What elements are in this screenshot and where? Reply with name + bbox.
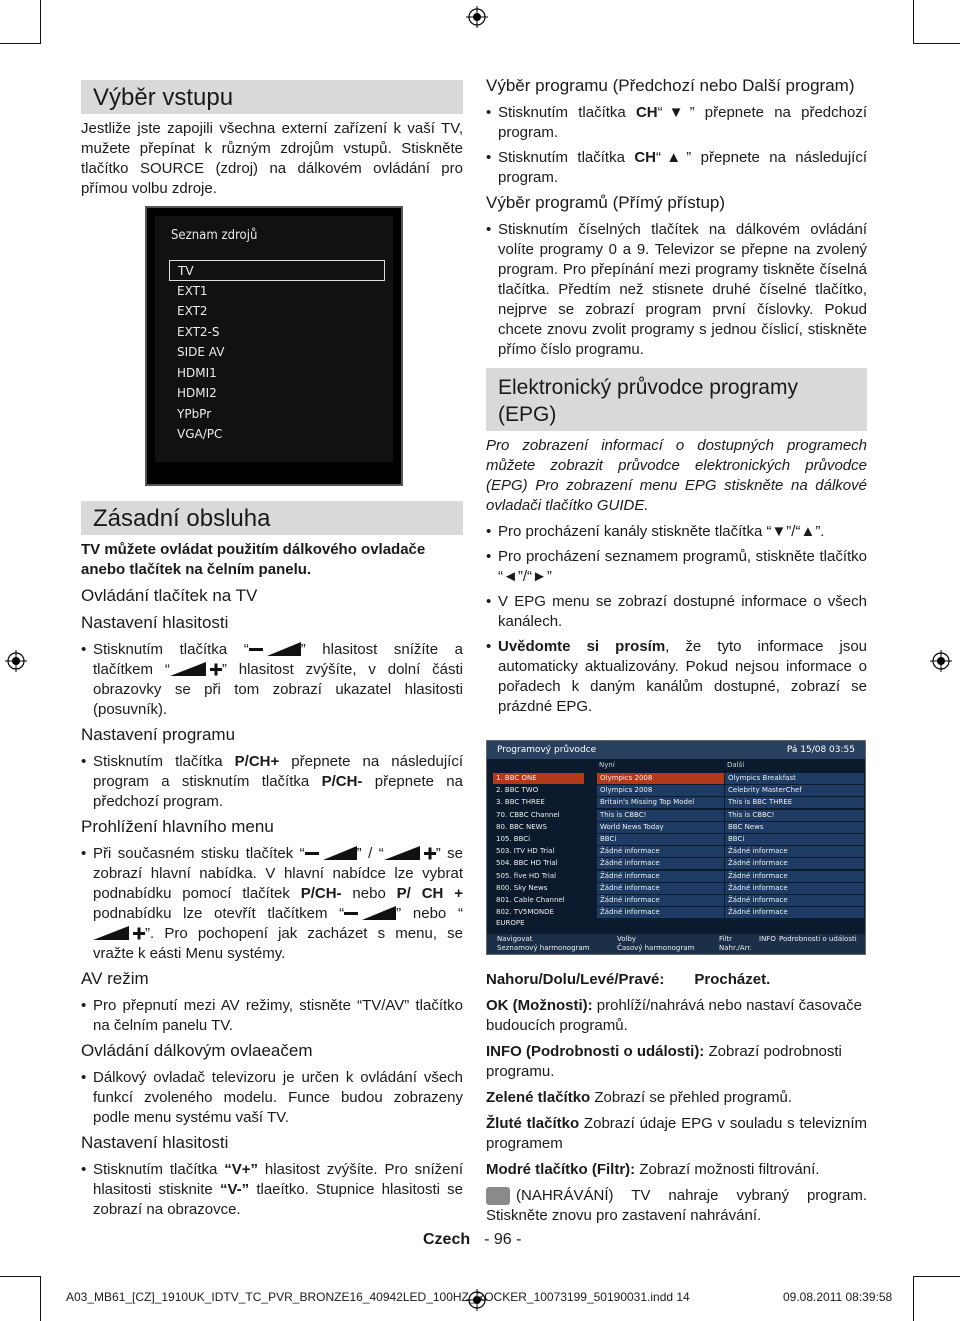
epg-next-program[interactable]: Žádné informace — [725, 846, 864, 857]
epg-channel: 70. CBBC Channel — [496, 810, 560, 819]
volume-up-icon — [170, 662, 222, 678]
basic-operation-intro: TV můžete ovládat použitím dálkového ovladače anebo tlačítek na čelním panelu. — [81, 541, 426, 578]
epg-foot-filter: Filtr — [719, 935, 733, 943]
footer-file: A03_MB61_[CZ]_1910UK_IDTV_TC_PVR_BRONZE16_40942LED_100HZ_ROCKER_10073199_50190031.indd 14 — [66, 1290, 690, 1304]
epg-footer — [487, 934, 865, 954]
epg-channel: 503. ITV HD Trial — [496, 847, 555, 856]
volume-item: • Stisknutím tlačítka “ ” hlasitost snížíte a tlačítkem “ ” hlasitost zvýšíte, v dolní části obrazovky se při tom zobrazí ukazatel hlasitosti (posuvník). — [81, 640, 463, 720]
epg-time-now: Nyní — [599, 761, 615, 769]
epg-item-channels: • Pro procházení kanály stiskněte tlačítka “▼”/“▲”. — [486, 522, 867, 542]
epg-now-program[interactable]: Olympics 2008 — [597, 773, 724, 784]
epg-next-program[interactable]: Žádné informace — [725, 895, 864, 906]
direct-item: • Stisknutím číselných tlačítek na dálkovém ovládání volíte programy 0 a 9. Televizor se přepne na zvolený program. Pro přepínání mezi programy tiskněte číselná tlačítka. Předtím než stisnete druhé číselné tlačítko, nejprve se zobrazí program první číslovky. Pokud chcete znovu zvolit programy s jednou číslicí, stiskněte přímo číslo programu. — [486, 220, 867, 360]
epg-next-program[interactable]: Žádné informace — [725, 907, 864, 918]
volume-list — [81, 640, 463, 720]
epg-item-info: • V EPG menu se zobrazí dostupné informace o všech kanálech. — [486, 592, 867, 632]
epg-now-program[interactable]: Žádné informace — [597, 883, 724, 894]
left-column-lower — [81, 501, 463, 1225]
epg-foot-rec: Nahr./Arr. — [719, 944, 752, 952]
heading-program: Nastavení programu — [81, 725, 236, 744]
heading-av-mode: AV režim — [81, 969, 149, 988]
registration-mark-icon — [466, 6, 488, 28]
heading-main-menu: Prohlížení hlavního menu — [81, 817, 274, 836]
menu-item: • Při současném stisku tlačítek “ ” / “ ” se zobrazí hlavní nabídka. V hlavní nabídce lze vybrat podnabídku pomocí tlačítek P/CH- nebo P/ CH + podnabídku lze otevřít tlačítkem “ ” nebo “ ”. Pro pochopení jak zacházet s menu, se vražte k eásti Menu systémy. — [81, 844, 463, 964]
epg-next-program[interactable]: Olympics Breakfast — [725, 773, 864, 784]
epg-now-program[interactable]: Žádné informace — [597, 907, 724, 918]
epg-next-program[interactable]: Žádné informace — [725, 871, 864, 882]
source-item[interactable]: TV — [169, 260, 385, 281]
epg-item-note: • Uvědomte si prosím, že tyto informace jsou automaticky aktualizovány. Pokud nejsou informace o pořadech k daným kanálům dostupné, zobrazí se prázdné EPG. — [486, 637, 867, 717]
epg-now-program[interactable]: This is CBBC! — [597, 810, 724, 821]
epg-next-program[interactable]: BBC News — [725, 822, 864, 833]
epg-row[interactable] — [493, 858, 861, 869]
source-list-title: Seznam zdrojů — [171, 228, 258, 243]
left-column — [81, 80, 463, 199]
epg-title: Programový průvodce — [497, 745, 597, 755]
av-item: • Pro přepnutí mezi AV režimy, stisněte “TV/AV” tlačítko na čelním panelu TV. — [81, 996, 463, 1036]
volume2-item: • Stisknutím tlačítka “V+” hlasitost zvýšíte. Pro snížení hlasitosti stisknite “V-” tlaeítko. Stupnice hlasitosti se zobrazí na obrazovce. — [81, 1160, 463, 1220]
epg-item-programs: • Pro procházení seznamem programů, stiskněte tlačítko “◄”/“►” — [486, 547, 867, 587]
epg-row[interactable] — [493, 773, 861, 784]
epg-now-program[interactable]: Žádné informace — [597, 846, 724, 857]
epg-next-program[interactable]: BBCi — [725, 834, 864, 845]
epg-now-program[interactable]: Žádné informace — [597, 871, 724, 882]
volume2-list — [81, 1160, 463, 1220]
epg-foot-options: Volby — [617, 935, 637, 943]
source-item[interactable]: HDMI1 — [177, 365, 217, 380]
prev-next-list — [486, 103, 867, 188]
source-list — [169, 260, 385, 445]
blue-line: Modré tlačítko (Filtr): Zobrazí možnosti filtrování. — [486, 1161, 820, 1178]
epg-row[interactable] — [493, 846, 861, 857]
heading-remote: Ovládání dálkovým ovlaeačem — [81, 1041, 313, 1060]
epg-next-program[interactable]: Celebrity MasterChef — [725, 785, 864, 796]
direct-list — [486, 220, 867, 360]
program-list — [81, 752, 463, 812]
input-select-text: Jestliže jste zapojili všechna externí zařízení k vaší TV, mužete přepínat k různým zdrojům vstupů. Stiskněte tlačítko SOURCE (zdroj) na dálkovém ovládání pro přímou volbu zdroje. — [81, 120, 463, 197]
epg-foot-nav: Navigovat — [497, 935, 533, 943]
epg-channel: 802. TV5MONDE EUROPE — [496, 908, 554, 928]
right-column-lower — [486, 970, 867, 1232]
source-list-panel — [155, 216, 393, 462]
epg-foot-info-key: INFO — [759, 935, 776, 943]
epg-row[interactable] — [493, 883, 861, 894]
epg-channel: 1. BBC ONE — [493, 773, 584, 784]
epg-foot-info-text: Podrobnosti o události — [779, 935, 857, 943]
epg-channel: 105. BBCi — [496, 835, 531, 843]
source-item[interactable]: YPbPr — [177, 406, 212, 421]
source-item[interactable]: EXT1 — [177, 283, 208, 298]
section-title-basic-operation: Zásadní obsluha — [81, 501, 463, 535]
epg-times — [487, 759, 865, 771]
epg-channel: 80. BBC NEWS — [496, 822, 547, 831]
epg-next-program[interactable]: Žádné informace — [725, 883, 864, 894]
epg-next-program[interactable]: This is BBC THREE — [725, 797, 864, 808]
epg-foot-list: Seznamový harmonogram — [497, 944, 590, 952]
epg-screenshot — [486, 740, 866, 955]
yellow-line: Žluté tlačítko Zobrazí údaje EPG v souladu s televizním programem — [486, 1115, 867, 1152]
heading-prev-next: Výběr programu (Předchozí nebo Další program) — [486, 76, 855, 95]
epg-next-program[interactable]: This is CBBC! — [725, 810, 864, 821]
heading-tv-buttons: Ovládání tlačítek na TV — [81, 586, 258, 605]
epg-now-program[interactable]: Žádné informace — [597, 895, 724, 906]
source-item[interactable]: HDMI2 — [177, 386, 217, 400]
heading-volume-2: Nastavení hlasitosti — [81, 1133, 229, 1152]
epg-date: Pá 15/08 03:55 — [786, 745, 855, 755]
crop-mark — [913, 1276, 960, 1277]
page-number: Czech - 96 - — [423, 1231, 522, 1248]
epg-list — [486, 522, 867, 717]
volume-down-icon — [305, 846, 357, 862]
epg-intro: Pro zobrazení informací o dostupných programech můžete zobrazit průvodce elektronických průvodce (EPG) Pro zobrazení menu EPG stiskněte na dálkové ovladači tlačítko GUIDE. — [486, 437, 867, 514]
print-footer — [0, 1290, 960, 1314]
source-item[interactable]: EXT2 — [177, 304, 208, 318]
epg-channel: 2. BBC TWO — [496, 786, 539, 795]
volume-down-icon — [344, 906, 396, 922]
epg-now-program[interactable]: Olympics 2008 — [597, 785, 724, 796]
epg-foot-timeline: Časový harmonogram — [617, 944, 695, 952]
remote-item: • Dálkový ovladač televizoru je určen k ovládání všech funkcí zvoleného modelu. Funce budou zobrazeny podle menu systému vaší TV. — [81, 1068, 463, 1128]
crop-mark — [913, 0, 914, 44]
registration-mark-icon — [5, 650, 27, 672]
crop-mark — [0, 1276, 40, 1277]
crop-mark — [913, 43, 960, 44]
source-item[interactable]: VGA/PC — [177, 427, 223, 441]
epg-row[interactable] — [493, 907, 861, 928]
epg-now-program[interactable]: BBCi — [597, 834, 724, 845]
crop-mark — [40, 0, 41, 44]
epg-row[interactable] — [493, 785, 861, 796]
epg-row[interactable] — [493, 822, 861, 833]
volume-down-icon — [249, 642, 301, 658]
epg-now-program[interactable]: World News Today — [597, 822, 724, 833]
prev-item: • Stisknutím tlačítka CH“▼” přepnete na předchozí program. — [486, 103, 867, 143]
green-line: Zelené tlačítko Zobrazí se přehled programů. — [486, 1089, 792, 1106]
epg-channel: 800. Sky News — [496, 883, 548, 892]
footer-date: 09.08.2011 08:39:58 — [783, 1290, 893, 1304]
section-title-epg: Elektronický průvodce programy (EPG) — [486, 368, 867, 431]
remote-list — [81, 1068, 463, 1128]
epg-channel: 3. BBC THREE — [496, 798, 545, 807]
epg-row[interactable] — [493, 871, 861, 882]
epg-next-program[interactable]: Žádné informace — [725, 858, 864, 869]
ok-line: OK (Možnosti): prohlíží/nahrává nebo nastaví časovače budoucích programů. — [486, 997, 862, 1034]
next-item: • Stisknutím tlačítka CH“▲” přepnete na následující program. — [486, 148, 867, 188]
epg-row[interactable] — [493, 797, 861, 808]
epg-row[interactable] — [493, 810, 861, 821]
epg-channel: 801. Cable Channel — [496, 896, 565, 904]
source-item[interactable]: EXT2-S — [177, 324, 220, 339]
epg-header — [487, 741, 865, 759]
epg-now-program[interactable]: Žádné informace — [597, 858, 724, 869]
epg-row[interactable] — [493, 834, 861, 845]
epg-now-program[interactable]: Britain's Missing Top Model — [597, 797, 724, 808]
section-title-input-select: Výběr vstupu — [81, 80, 463, 114]
epg-row[interactable] — [493, 895, 861, 906]
program-item: • Stisknutím tlačítka P/CH+ přepnete na následující program a stisknutím tlačítka P/CH- přepnete na předchozí program. — [81, 752, 463, 812]
volume-up-icon — [93, 926, 145, 942]
epg-time-next: Další — [727, 761, 745, 769]
right-column — [486, 76, 867, 722]
source-item[interactable]: SIDE AV — [177, 345, 225, 359]
info-line: INFO (Podrobnosti o události): Zobrazí podrobnosti programu. — [486, 1043, 842, 1080]
source-list-screenshot — [145, 206, 403, 486]
record-button-icon — [486, 1187, 510, 1205]
crop-mark — [0, 43, 40, 44]
menu-list — [81, 844, 463, 964]
epg-channel: 505. five HD Trial — [496, 871, 557, 880]
record-line: (NAHRÁVÁNÍ) TV nahraje vybraný program. Stiskněte znovu pro zastavení nahrávání. — [486, 1187, 867, 1224]
registration-mark-icon — [930, 650, 952, 672]
heading-volume-1: Nastavení hlasitosti — [81, 613, 229, 632]
nav-line: Nahoru/Dolu/Levé/Pravé: Procházet. — [486, 971, 771, 988]
heading-direct-access: Výběr programů (Přímý přístup) — [486, 193, 726, 212]
volume-up-icon — [384, 846, 436, 862]
epg-channel: 504. BBC HD Trial — [496, 859, 558, 868]
av-list — [81, 996, 463, 1036]
